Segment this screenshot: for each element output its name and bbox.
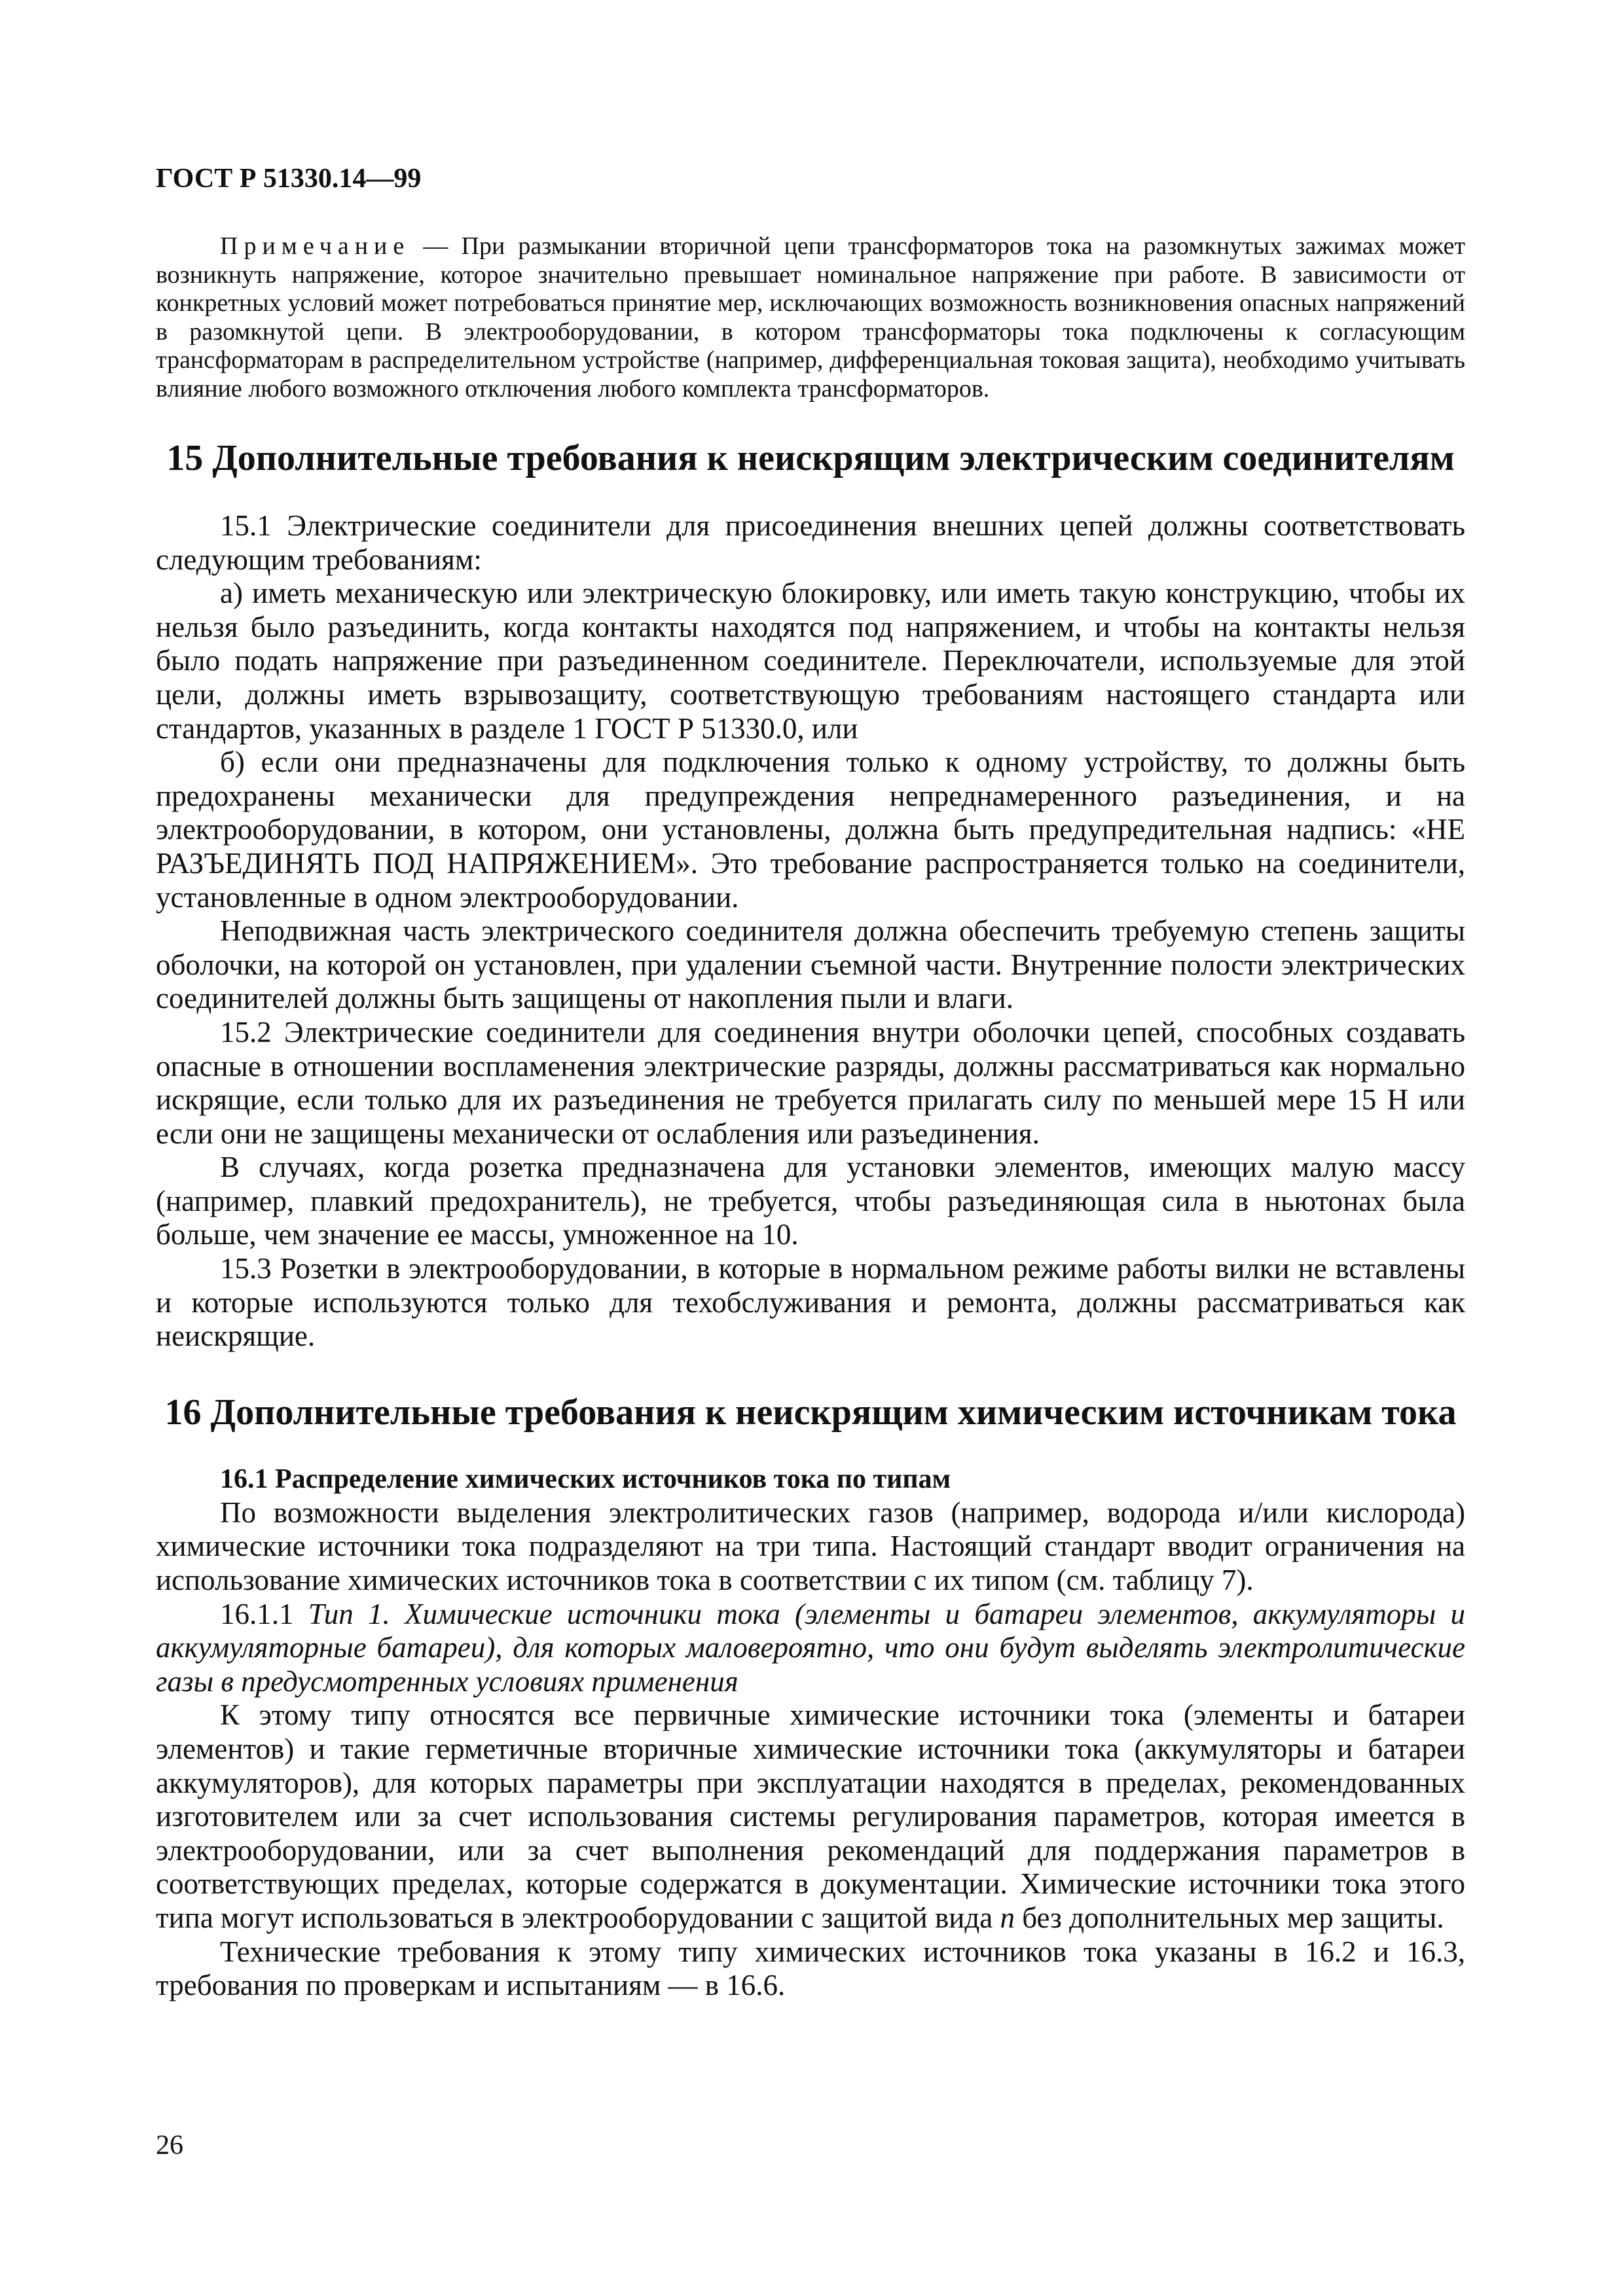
- section-16-1-1-text-start: К этому типу относятся все первичные химические источники тока (элементы и батареи элементов) и такие герметичные вторичные химические источники тока (аккумуляторы и батареи аккумуляторов), для которых параметры при эксплуатации находятся в пределах, рекомендованных изготовителем или за счет использования системы регулирования параметров, которая имеется в электрооборудовании, или за счет выполнения рекомендаций для поддержания параметров в соответствующих пределах, которые содержатся в документации. Химические источники тока этого типа могут использоваться в электрооборудовании с защитой вида: [156, 1698, 1465, 1934]
- section-16-1-1-text-paragraph: [156, 1698, 1465, 1935]
- section-16-1-1-requirements-paragraph: Технические требования к этому типу химических источников тока указаны в 16.2 и 16.3, требования по проверкам и испытаниям — в 16.6.: [156, 1935, 1465, 2002]
- note-label: Примечание: [220, 232, 410, 260]
- section-15-1-item-b: б) если они предназначены для подключения только к одному устройству, то должны быть предохранены механически для предупреждения непреднамеренного разъединения, и на электрооборудовании, в котором, они установлены, должна быть предупредительная надпись: «НЕ РАЗЪЕДИНЯТЬ ПОД НАПРЯЖЕНИЕМ». Это требование распространяется только на соединители, установленные в одном электрооборудовании.: [156, 745, 1465, 914]
- section-15-2-paragraph: 15.2 Электрические соединители для соединения внутри оболочки цепей, способных создавать опасные в отношении воспламенения электрические разряды, должны рассматриваться как нормально искрящие, если только для их разъединения не требуется прилагать силу по меньшей мере 15 Н или если они не защищены механически от ослабления или разъединения.: [156, 1015, 1465, 1150]
- subsection-16-1-title: 16.1 Распределение химических источников тока по типам: [220, 1463, 951, 1494]
- note-text: — При размыкании вторичной цепи трансформаторов тока на разомкнутых зажимах может возникнуть напряжение, которое значительно превышает номинальное напряжение при работе. В зависимости от конкретных условий может потребоваться принятие мер, исключающих возможность возникновения опасных напряжений в разомкнутой цепи. В электрооборудовании, в котором трансформаторы тока подключены к согласующим трансформаторам в распределительном устройстве (например, дифференциальная токовая защита), необходимо учитывать влияние любого возможного отключения любого комплекта трансформаторов.: [156, 232, 1465, 403]
- section-15-3-paragraph: 15.3 Розетки в электрооборудовании, в которые в нормальном режиме работы вилки не вставлены и которые используются только для техобслуживания и ремонта, должны рассматриваться как неискрящие.: [156, 1252, 1465, 1353]
- section-15-1-fixed-part-paragraph: Неподвижная часть электрического соединителя должна обеспечить требуемую степень защиты оболочки, на которой он установлен, при удалении съемной части. Внутренние полости электрических соединителей должны быть защищены от накопления пыли и влаги.: [156, 914, 1465, 1015]
- note-paragraph: [156, 232, 1465, 403]
- section-16-1-1-heading: [156, 1598, 1465, 1699]
- section-16-title: 16 Дополнительные требования к неискрящим химическим источникам тока: [164, 1391, 1457, 1433]
- protection-type-n: n: [1000, 1901, 1015, 1934]
- document-code-header: ГОСТ Р 51330.14—99: [156, 164, 422, 194]
- section-16-1-intro-paragraph: По возможности выделения электролитических газов (например, водорода и/или кислорода) химические источники тока подразделяют на три типа. Настоящий стандарт вводит ограничения на использование химических источников тока в соответствии с их типом (см. таблицу 7).: [156, 1496, 1465, 1597]
- section-15-2-socket-paragraph: В случаях, когда розетка предназначена для установки элементов, имеющих малую массу (например, плавкий предохранитель), не требуется, чтобы разъединяющая сила в ньютонах была больше, чем значение ее массы, умноженное на 10.: [156, 1151, 1465, 1251]
- section-15-1-paragraph: 15.1 Электрические соединители для присоединения внешних цепей должны соответствовать следующим требованиям:: [156, 509, 1465, 576]
- section-15-title: 15 Дополнительные требования к неискрящим электрическим соединителям: [166, 438, 1455, 478]
- section-15-1-item-a: а) иметь механическую или электрическую блокировку, или иметь такую конструкцию, чтобы их нельзя было разъединить, когда контакты находятся под напряжением, и чтобы на контакты нельзя было подать напряжение при разъединенном соединителе. Переключатели, используемые для этой цели, должны иметь взрывозащиту, соответствующую требованиям настоящего стандарта или стандартов, указанных в разделе 1 ГОСТ Р 51330.0, или: [156, 577, 1465, 745]
- section-16-1-1-number: 16.1.1: [220, 1597, 308, 1630]
- section-16-1-1-title: Тип 1. Химические источники тока (элементы и батареи элементов, аккумуляторы и аккумуляторные батареи), для которых маловероятно, что они будут выделять электролитические газы в предусмотренных условиях применения: [156, 1597, 1466, 1698]
- section-16-1-1-text-end: без дополнительных мер защиты.: [1014, 1901, 1444, 1934]
- page-content: [156, 232, 1465, 2003]
- page-number: 26: [156, 2130, 183, 2161]
